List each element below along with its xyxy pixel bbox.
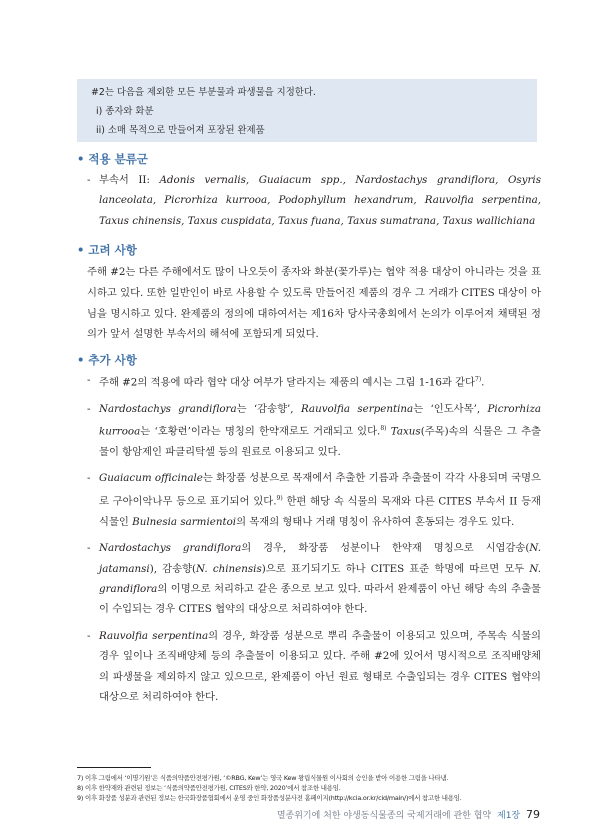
note-line-3: ii) 소매 목적으로 만들어져 포장된 완제품 [96, 125, 265, 136]
dash-marker: - [87, 174, 91, 186]
bullet-dot-icon: • [77, 243, 85, 257]
note-line-2: i) 종자와 화분 [96, 106, 154, 117]
consider-paragraph: 주해 #2는 다른 주해에서도 많이 나오듯이 종자와 화분(꽃가루)는 협약 적용 대상이 아니라는 것을 표시하고 있다. 또한 일반인이 바로 사용할 수 있도록 만들어진 제품의 경우 그 거래가 CITES 대상이 아님을 명시하고 있다. 완제품의 정의에 대하여서는 제16차 당사국총회에서 논의가 이루어져 채택된 정의가 앞서 설명한 부속서의 해석에 포함되게 되었다. [87, 266, 541, 341]
chapter-label: 제1장 [497, 811, 521, 821]
note-line-1: #2는 다음을 제외한 모든 부분물과 파생물을 지정한다. [91, 87, 316, 98]
footnote-divider [77, 767, 151, 768]
list-item: - 부속서 II: Adonis vernalis, Guaiacum spp., Nardostachys grandiflora, Osyris lanceolata, Picrorhiza kurrooa, Podophyllum hexandrum, Rauvolfia serpentina, Taxus chinensis, Taxus cuspidata, Taxus fuana, Taxus sumatrana, Taxus wallichiana [87, 170, 541, 231]
bullet-dot-icon: • [77, 353, 85, 367]
footnotes [77, 773, 547, 804]
scope-block [87, 170, 541, 231]
annotation-note-box [77, 79, 537, 142]
footnote-7: 7) 이후 그림에서 ‘이명기원’은 식품의약품안전평가원, ‘©RBG, Kew’는 영국 Kew 왕립식물원 이사회의 승인을 받아 이용한 그림을 나타냄. [77, 774, 449, 782]
page-number: 79 [526, 808, 540, 821]
section-heading-consider: • 고려 사항 [77, 243, 137, 257]
list-item: - 주해 #2의 적용에 따라 협약 대상 여부가 달라지는 제품의 예시는 그림 1-16과 같다$^{7)}$. [87, 374, 485, 389]
list-item: - Nardostachys grandiflora는 ‘감송향’, Rauvolfia serpentina는 ‘인도사목’, Picrorhiza kurrooa는 ‘호황련’이라는 명칭의 한약재로도 거래되고 있다.$^{8)}$ Taxus(주목)속의 식물은 그 추출물이 항암제인 파클리탁셀 등의 원료로 이용되고 있다. [87, 402, 542, 459]
footnote-9: 9) 이후 화장품 성분과 관련된 정보는 한국화장품협회에서 운영 중인 화장품성분사전 홈페이지(http://kcia.or.kr/cid/main/)에서 참고한 내용임. [77, 794, 462, 803]
section-heading-extra: • 추가 사항 [77, 353, 137, 367]
list-item: - Rauvolfia serpentina의 경우, 화장품 성분으로 뿌리 추출물이 이용되고 있으며, 주목속 식물의 경우 잎이나 조직배양체 등의 추출물이 이용되고 있다. 주해 #2에 있어서 명시적으로 조직배양체의 파생물을 제외하지 않고 있으므로, 완제품이 아닌 원료 형태로 수출입되는 경우 CITES 협약의 대상으로 처리하여야 한다. [87, 629, 541, 703]
list-item: - Nardostachys grandiflora의 경우, 화장품 성분이나 한약재 명칭으로 시엽감송(N. jatamansi), 감송향(N. chinensis)으로 표기되기도 하나 CITES 표준 학명에 따르면 모두 N. grandiflora의 이명으로 처리하고 같은 종으로 보고 있다. 따라서 완제품이 아닌 해당 속의 추출물이 수입되는 경우 CITES 협약의 대상으로 처리하여야 한다. [87, 542, 542, 616]
footnote-8: 8) 이후 한약재와 관련된 정보는 ‘식품의약품안전평가원, CITES와 한약, 2020’에서 참조한 내용임. [77, 784, 341, 793]
bullet-dot-icon: • [77, 152, 85, 166]
species-list: Adonis vernalis, Guaiacum spp., Nardostachys grandiflora, Osyris lanceolata, Picrorhiza kurrooa, Podophyllum hexandrum, Rauvolfia serpentina, Taxus chinensis, Taxus cuspidata, Taxus fuana, Taxus sumatrana, Taxus wallichiana [99, 174, 541, 227]
section-heading-scope: • 적용 분류군 [77, 152, 148, 166]
page-footer [277, 808, 540, 821]
list-item: - Guaiacum officinale는 화장품 성분으로 목재에서 추출한 기름과 추출물이 각각 사용되며 국명으로 구아이악나무 등으로 표기되어 있다.$^{9)}$ 한편 해당 속 식물의 목재와 다른 CITES 부속서 II 등재 식물인 Bulnesia sarmientoi의 목재의 형태나 거래 명칭이 유사하여 혼동되는 경우도 있다. [87, 472, 542, 528]
extra-list [87, 370, 541, 707]
book-title: 멸종위기에 처한 야생동식물종의 국제거래에 관한 협약 [276, 811, 492, 821]
